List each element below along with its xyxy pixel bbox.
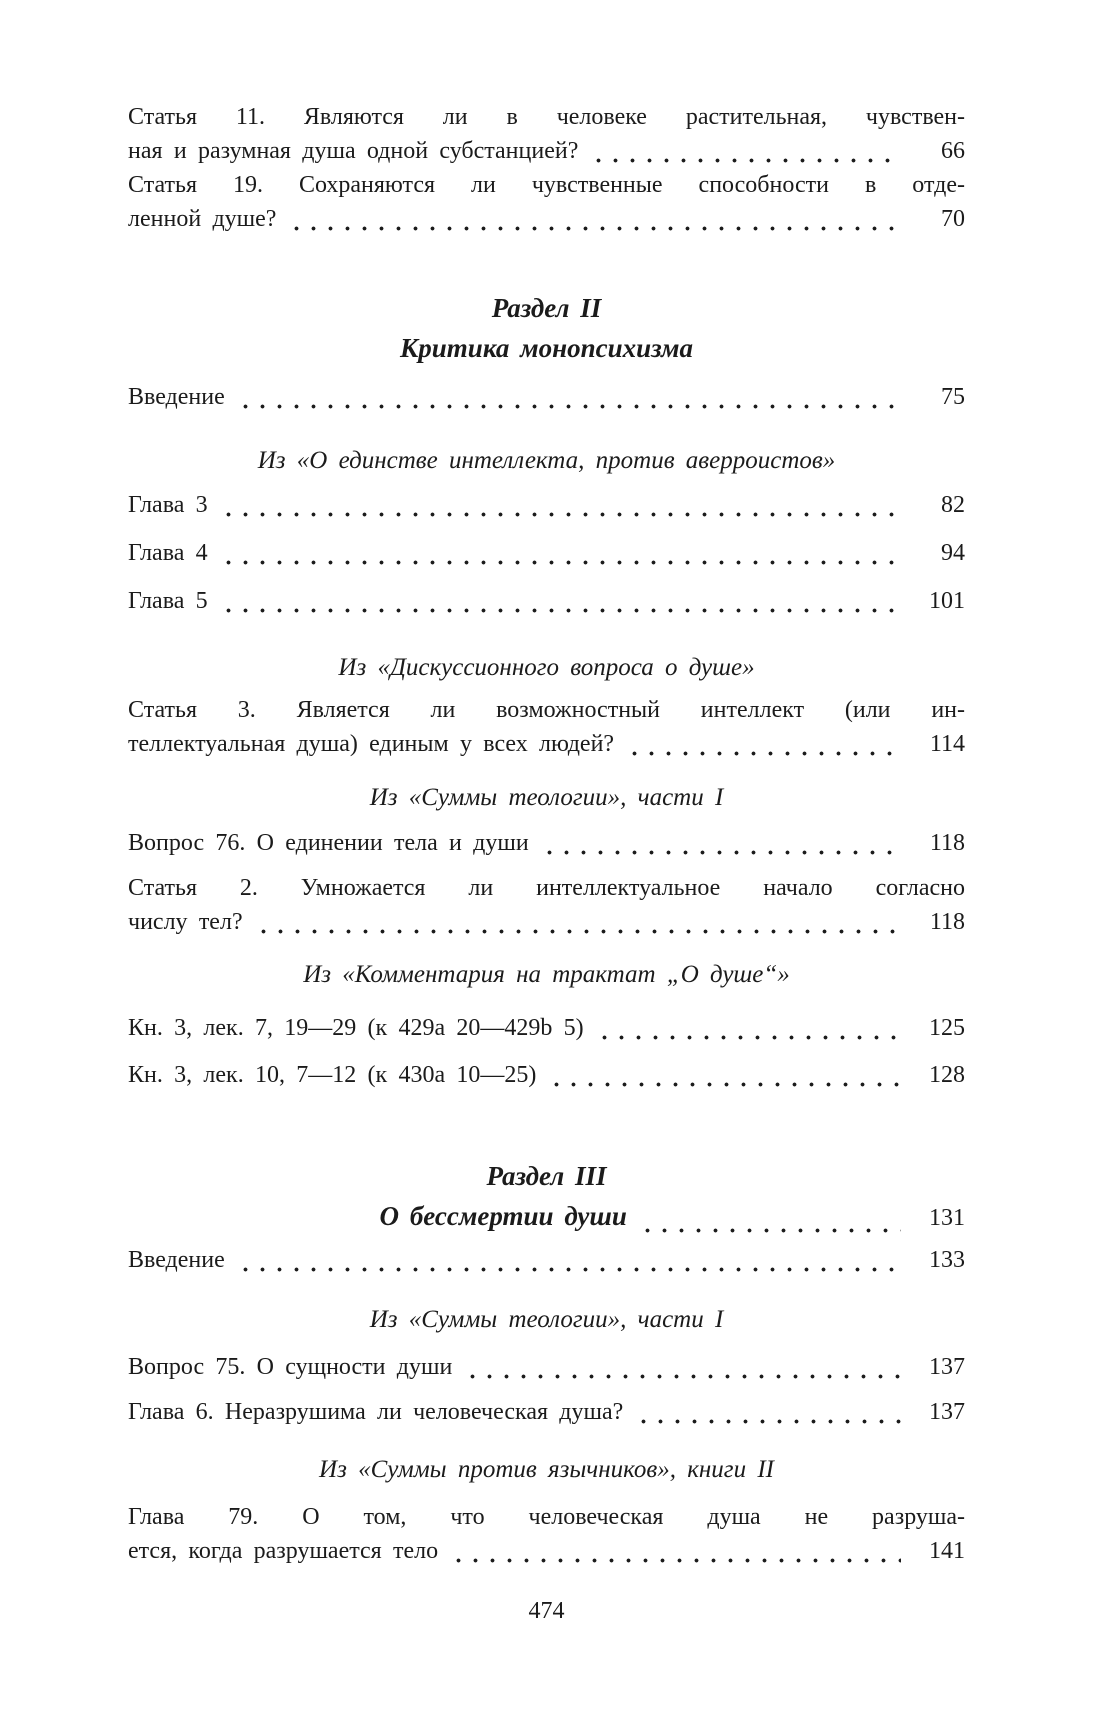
page-number: 128 (929, 1062, 965, 1088)
toc-entry-line (128, 905, 965, 939)
entry-text: Глава 4 (128, 540, 208, 566)
dot-leader (462, 1372, 901, 1379)
entry-text: Глава 5 (128, 588, 208, 614)
toc-entry-line (128, 1350, 965, 1384)
toc-entry-line (128, 584, 965, 618)
dot-leader (594, 1033, 901, 1040)
section-title-text: О бессмертии души (379, 1201, 627, 1231)
page-number: 118 (929, 830, 965, 856)
toc-entry-line (128, 1534, 965, 1568)
dot-leader (588, 156, 901, 163)
work-subheading: Из «Суммы против язычников», книги II (319, 1456, 774, 1483)
toc-entry-line (128, 826, 965, 860)
dot-leader (253, 927, 901, 934)
dot-leader (286, 224, 901, 231)
toc-entry-line (128, 380, 965, 414)
page-number: 118 (929, 909, 965, 935)
page-number: 114 (929, 731, 965, 757)
work-subheading: Из «Суммы теологии», части I (369, 784, 724, 811)
page-number: 70 (941, 206, 965, 232)
page-number: 94 (941, 540, 965, 566)
entry-text: Статья 3. Является ли возможностный интеллект (или ин- (128, 697, 965, 723)
work-subheading: Из «Комментария на трактат „О душе“» (303, 961, 790, 988)
entry-text: Глава 6. Неразрушима ли человеческая душа? (128, 1399, 624, 1425)
page-number: 141 (929, 1538, 965, 1564)
entry-text: ная и разумная душа одной субстанцией? (128, 138, 579, 164)
toc-entry (128, 1350, 965, 1384)
section-heading (128, 288, 965, 368)
section-title-row (128, 1196, 965, 1238)
page-number: 137 (929, 1399, 965, 1425)
entry-text: Кн. 3, лек. 10, 7—12 (к 430a 10—25) (128, 1062, 537, 1088)
work-subheading: Из «Дискуссионного вопроса о душе» (338, 654, 755, 681)
toc-entry (128, 693, 965, 761)
page-number: 125 (929, 1015, 965, 1041)
dot-leader (218, 606, 901, 613)
toc-entry-line (128, 488, 965, 522)
entry-text: ется, когда разрушается тело (128, 1538, 439, 1564)
entry-text: Вопрос 75. О сущности души (128, 1354, 453, 1380)
entry-text: ленной душе? (128, 206, 277, 232)
toc-entry (128, 1058, 965, 1092)
toc-entry-line (128, 1011, 965, 1045)
entry-text: Статья 2. Умножается ли интеллектуальное начало согласно (128, 875, 965, 901)
toc-entry (128, 584, 965, 618)
page-number: 82 (941, 492, 965, 518)
page-number: 137 (929, 1354, 965, 1380)
entry-text: Статья 11. Являются ли в человеке растительная, чувствен- (128, 104, 965, 130)
toc-entry (128, 488, 965, 522)
toc-entry (128, 1243, 965, 1277)
page-number: 101 (929, 588, 965, 614)
dot-leader (624, 749, 901, 756)
toc-entry (128, 100, 965, 168)
entry-text: теллектуальная душа) единым у всех людей? (128, 731, 615, 757)
toc-entry-line (128, 1058, 965, 1092)
toc-entry (128, 871, 965, 939)
dot-leader (448, 1556, 901, 1563)
dot-leader (218, 558, 901, 565)
work-subheading: Из «Суммы теологии», части I (369, 1306, 724, 1333)
entry-text: Введение (128, 1247, 225, 1273)
toc-entry-line (128, 1395, 965, 1429)
footer-page-number: 474 (528, 1598, 565, 1624)
dot-leader (218, 510, 901, 517)
section-title-text: Раздел II (491, 293, 602, 323)
toc-entry (128, 826, 965, 860)
page-number: 133 (929, 1247, 965, 1273)
section-title-text: Критика монопсихизма (399, 333, 694, 363)
entry-text: Статья 19. Сохраняются ли чувственные способности в отде- (128, 172, 965, 198)
dot-leader (539, 848, 901, 855)
page-number: 66 (941, 138, 965, 164)
toc-entry (128, 168, 965, 236)
toc-entry (128, 1500, 965, 1568)
toc-entry (128, 380, 965, 414)
entry-text: Глава 79. О том, что человеческая душа не разруша- (128, 1504, 965, 1530)
toc-entry-line (128, 536, 965, 570)
section-title-text: Раздел III (486, 1161, 607, 1191)
entry-text: Вопрос 76. О единении тела и души (128, 830, 529, 856)
dot-leader (546, 1080, 901, 1087)
dot-leader (235, 1265, 901, 1272)
entry-text: числу тел? (128, 909, 243, 935)
page-number: 75 (941, 384, 965, 410)
toc-entry (128, 1011, 965, 1045)
dot-leader (235, 402, 901, 409)
toc-entry (128, 536, 965, 570)
page-number: 131 (929, 1205, 965, 1231)
dot-leader (633, 1417, 901, 1424)
toc-entry-line (128, 134, 965, 168)
dot-leader (637, 1226, 901, 1233)
toc-entry-line (128, 1243, 965, 1277)
section-heading (128, 1156, 965, 1238)
work-subheading: Из «О единстве интеллекта, против аверроистов» (257, 447, 836, 474)
entry-text: Введение (128, 384, 225, 410)
toc-entry (128, 1395, 965, 1429)
entry-text: Глава 3 (128, 492, 208, 518)
toc-content (128, 0, 965, 1568)
toc-entry-line (128, 727, 965, 761)
toc-entry-line (128, 202, 965, 236)
entry-text: Кн. 3, лек. 7, 19—29 (к 429a 20—429b 5) (128, 1015, 584, 1041)
